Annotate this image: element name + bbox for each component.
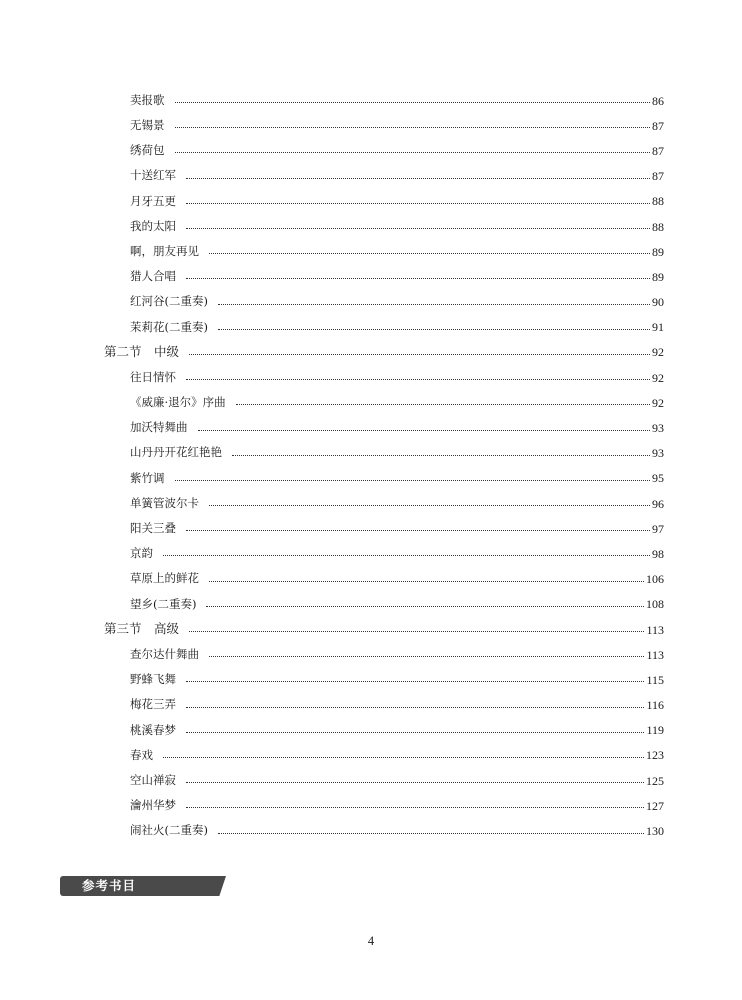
toc-title: 单簧管波尔卡 — [130, 495, 199, 510]
dot-leader — [186, 782, 644, 783]
dot-leader — [218, 329, 650, 330]
dot-leader — [186, 530, 650, 531]
toc-page-number: 86 — [652, 93, 664, 108]
toc-entry-row[interactable] — [0, 567, 664, 592]
toc-page-number: 127 — [646, 798, 664, 813]
dot-leader — [186, 278, 650, 279]
references-heading: 参考书目 — [82, 878, 137, 893]
toc-title: 望乡(二重奏) — [130, 596, 197, 611]
toc-entry-row[interactable] — [0, 390, 664, 415]
toc-title: 加沃特舞曲 — [130, 420, 188, 435]
toc-title: 梅花三弄 — [130, 697, 176, 712]
toc-title: 第二节 中级 — [104, 344, 180, 360]
toc-title: 京韵 — [130, 546, 153, 561]
toc-page-number: 125 — [646, 773, 664, 788]
toc-title: 闹社火(二重奏) — [130, 823, 208, 838]
dot-leader — [218, 833, 644, 834]
dot-leader — [186, 807, 644, 808]
dot-leader — [209, 253, 650, 254]
dot-leader — [186, 732, 644, 733]
toc-entry-row[interactable] — [0, 642, 664, 667]
toc-entry-row[interactable] — [0, 693, 664, 718]
toc-entry-row[interactable] — [0, 491, 664, 516]
toc-entry-row[interactable] — [0, 264, 664, 289]
toc-entry-row[interactable] — [0, 743, 664, 768]
toc-page-number: 93 — [652, 421, 664, 436]
toc-page-number: 92 — [652, 345, 664, 360]
toc-entry-row[interactable] — [0, 239, 664, 264]
dot-leader — [186, 228, 650, 229]
toc-title: 山丹丹开花红艳艳 — [130, 445, 222, 460]
toc-entry-row[interactable] — [0, 592, 664, 617]
toc-page-number: 97 — [652, 521, 664, 536]
toc-entry-row[interactable] — [0, 365, 664, 390]
toc-page-number: 88 — [652, 194, 664, 209]
dot-leader — [175, 480, 651, 481]
toc-entry-row[interactable] — [0, 768, 664, 793]
toc-entry-row[interactable] — [0, 315, 664, 340]
toc-title: 红河谷(二重奏) — [130, 294, 208, 309]
toc-page-number: 113 — [646, 647, 664, 662]
toc-entry-row[interactable] — [0, 516, 664, 541]
toc-title: 草原上的鲜花 — [130, 571, 199, 586]
toc-section-row[interactable] — [0, 340, 664, 365]
dot-leader — [186, 379, 650, 380]
toc-title: 卖报歌 — [130, 92, 165, 107]
toc-title: 猎人合唱 — [130, 269, 176, 284]
toc-page-number: 108 — [646, 597, 664, 612]
toc-entry-row[interactable] — [0, 818, 664, 843]
toc-page-number: 88 — [652, 219, 664, 234]
toc-title: 查尔达什舞曲 — [130, 646, 199, 661]
toc-page-number: 123 — [646, 748, 664, 763]
dot-leader — [175, 127, 651, 128]
dot-leader — [186, 178, 650, 179]
toc-page-number: 93 — [652, 446, 664, 461]
toc-entry-row[interactable] — [0, 189, 664, 214]
toc-page-number: 95 — [652, 471, 664, 486]
toc-page-number: 90 — [652, 295, 664, 310]
toc-page-number: 89 — [652, 269, 664, 284]
dot-leader — [189, 631, 644, 632]
toc-title: 春戏 — [130, 747, 153, 762]
dot-leader — [163, 555, 650, 556]
toc-entry-row[interactable] — [0, 667, 664, 692]
dot-leader — [209, 656, 644, 657]
toc-title: 十送红军 — [130, 168, 176, 183]
toc-entry-row[interactable] — [0, 415, 664, 440]
dot-leader — [236, 404, 650, 405]
toc-page-number: 91 — [652, 320, 664, 335]
toc-entry-row[interactable] — [0, 214, 664, 239]
dot-leader — [186, 707, 644, 708]
toc-entry-row[interactable] — [0, 138, 664, 163]
toc-title: 往日情怀 — [130, 369, 176, 384]
references-banner — [60, 876, 226, 896]
toc-page-number: 98 — [652, 546, 664, 561]
toc-title: 空山禅寂 — [130, 772, 176, 787]
toc-entry-row[interactable] — [0, 718, 664, 743]
toc-title: 第三节 高级 — [104, 621, 180, 637]
toc-page-number: 92 — [652, 370, 664, 385]
toc-page-number: 87 — [652, 169, 664, 184]
toc-title: 野蜂飞舞 — [130, 672, 176, 687]
dot-leader — [218, 304, 650, 305]
toc-title: 桃溪春梦 — [130, 722, 176, 737]
toc-title: 啊，朋友再见 — [130, 243, 199, 258]
dot-leader — [175, 102, 651, 103]
toc-section-row[interactable] — [0, 617, 664, 642]
toc-entry-row[interactable] — [0, 466, 664, 491]
toc-title: 瀹州华梦 — [130, 798, 176, 813]
toc-entry-row[interactable] — [0, 541, 664, 566]
toc-title: 月牙五更 — [130, 193, 176, 208]
toc-page-number: 87 — [652, 143, 664, 158]
dot-leader — [198, 430, 651, 431]
toc-entry-row[interactable] — [0, 113, 664, 138]
toc-page-number: 130 — [646, 824, 664, 839]
dot-leader — [209, 505, 650, 506]
dot-leader — [175, 152, 651, 153]
toc-title: 《威廉·退尔》序曲 — [130, 395, 226, 410]
toc-page-number: 89 — [652, 244, 664, 259]
toc-page-number: 119 — [646, 723, 664, 738]
toc-title: 绣荷包 — [130, 143, 165, 158]
dot-leader — [209, 581, 644, 582]
toc-page-number: 116 — [646, 698, 664, 713]
page-number: 4 — [367, 934, 375, 948]
toc-page-number: 92 — [652, 395, 664, 410]
toc-page-number: 113 — [646, 622, 664, 637]
toc-title: 无锡景 — [130, 118, 165, 133]
toc-entry-row[interactable] — [0, 290, 664, 315]
toc-page-number: 87 — [652, 118, 664, 133]
toc-title: 我的太阳 — [130, 218, 176, 233]
dot-leader — [189, 354, 650, 355]
dot-leader — [186, 203, 650, 204]
toc-page-number: 96 — [652, 496, 664, 511]
toc-title: 阳关三叠 — [130, 521, 176, 536]
dot-leader — [163, 757, 644, 758]
toc-entry-row[interactable] — [0, 164, 664, 189]
toc-entry-row[interactable] — [0, 88, 664, 113]
dot-leader — [232, 455, 650, 456]
toc-page-number: 106 — [646, 572, 664, 587]
toc-page-number: 115 — [646, 672, 664, 687]
dot-leader — [206, 606, 644, 607]
toc-title: 茉莉花(二重奏) — [130, 319, 208, 334]
toc-title: 紫竹调 — [130, 470, 165, 485]
toc-entry-row[interactable] — [0, 793, 664, 818]
table-of-contents — [0, 88, 742, 844]
toc-entry-row[interactable] — [0, 441, 664, 466]
dot-leader — [186, 681, 644, 682]
